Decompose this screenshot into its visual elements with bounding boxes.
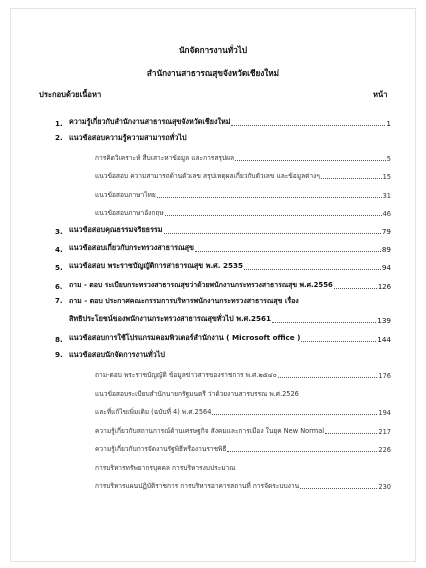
toc-text: ความรู้เกี่ยวกับสถานการณ์ด้านเศรษฐกิจ สังคมและการเมือง ในยุค New Normal bbox=[95, 427, 325, 435]
toc-leader bbox=[231, 125, 385, 126]
toc-subentry bbox=[95, 170, 391, 181]
toc-page: 31 bbox=[382, 192, 391, 200]
toc-leader bbox=[334, 288, 377, 289]
toc-text: แนวข้อสอบการใช้โปรแกรมคอมพิวเตอร์สำนักงาน ( Microsoft office ) bbox=[69, 333, 301, 342]
toc-subentry: แนวข้อสอบระเบียบสำนักนายกรัฐมนตรี ว่าด้วยงานสารบรรณ พ.ศ.2526 bbox=[95, 390, 299, 398]
toc-text: ความรู้เกี่ยวกับสำนักงานสาธารณสุขจังหวัดเชียงใหม่ bbox=[69, 117, 231, 126]
toc-text: แนวข้อสอบภาษาไทย bbox=[95, 191, 156, 199]
toc-leader bbox=[301, 341, 376, 342]
toc-page: 5 bbox=[386, 155, 391, 163]
toc-page: 94 bbox=[381, 263, 391, 272]
toc-subentry bbox=[95, 425, 391, 436]
toc-page: 194 bbox=[378, 409, 391, 417]
page-header: หน้า bbox=[373, 90, 388, 99]
toc-page: 15 bbox=[382, 173, 391, 181]
toc-page: 1 bbox=[386, 119, 391, 128]
toc-leader bbox=[235, 160, 386, 161]
toc-subentry bbox=[95, 189, 391, 200]
toc-entry bbox=[55, 133, 187, 144]
toc-text: แนวข้อสอบคุณธรรมจริยธรรม bbox=[69, 225, 163, 234]
toc-subentry bbox=[95, 369, 391, 380]
toc-subentry-continued bbox=[95, 480, 391, 491]
toc-subentry-continued bbox=[95, 406, 391, 417]
toc-text: แนวข้อสอบเกี่ยวกับกระทรวงสาธารณสุข bbox=[69, 243, 194, 252]
toc-text: สิทธิประโยชน์ของพนักงานกระทรวงสาธารณสุขทั่วไป พ.ศ.2561 bbox=[69, 314, 271, 323]
toc-text: ความรู้เกี่ยวกับการจัดงานรัฐพิธีหรืองานราชพิธี bbox=[95, 445, 227, 453]
toc-number: 1. bbox=[55, 119, 63, 128]
toc-page: 79 bbox=[381, 227, 391, 236]
toc-page: 89 bbox=[381, 245, 391, 254]
toc-text: แนวข้อสอบ พระราชบัญญัติการสาธารณสุข พ.ศ. 2535 bbox=[69, 261, 243, 270]
toc-subentry bbox=[95, 152, 391, 163]
toc-number: 2. bbox=[55, 133, 63, 142]
toc-leader bbox=[321, 178, 382, 179]
toc-page: 226 bbox=[378, 446, 391, 454]
toc-text: แนวข้อสอบความรู้ความสามารถทั่วไป bbox=[69, 133, 187, 142]
toc-leader bbox=[227, 451, 377, 452]
toc-entry bbox=[55, 261, 391, 272]
toc-number: 7. bbox=[55, 297, 63, 305]
toc-leader bbox=[195, 251, 381, 252]
toc-leader bbox=[272, 322, 376, 323]
toc-leader bbox=[165, 215, 382, 216]
toc-leader bbox=[325, 433, 377, 434]
toc-leader bbox=[300, 488, 377, 489]
toc-leader bbox=[212, 414, 377, 415]
toc-subentry bbox=[95, 443, 391, 454]
contents-header: ประกอบด้วยเนื้อหา bbox=[39, 90, 102, 99]
toc-page: 230 bbox=[378, 483, 391, 491]
toc-number: 6. bbox=[55, 283, 63, 291]
toc-entry bbox=[55, 225, 391, 236]
toc-number: 9. bbox=[55, 350, 63, 359]
document-title: นักจัดการงานทั่วไป bbox=[178, 45, 248, 55]
toc-leader bbox=[164, 233, 381, 234]
toc-text: แนวข้อสอบ ความสามารถด้านตัวเลข สรุปเหตุผลเกี่ยวกับตัวเลข และข้อมูลต่างๆ bbox=[95, 172, 320, 180]
toc-leader bbox=[157, 197, 382, 198]
toc-text: แนวข้อสอบภาษาอังกฤษ bbox=[95, 209, 164, 217]
toc-entry-continued bbox=[69, 314, 391, 325]
toc-page: 126 bbox=[377, 283, 391, 291]
toc-page: 46 bbox=[382, 210, 391, 218]
toc-number: 5. bbox=[55, 263, 63, 272]
toc-entry bbox=[55, 117, 391, 128]
toc-entry bbox=[55, 243, 391, 254]
toc-page: 144 bbox=[377, 335, 391, 344]
toc-page: 176 bbox=[378, 372, 391, 380]
toc-subentry bbox=[95, 207, 391, 218]
toc-text: แนวข้อสอบนักจัดการงานทั่วไป bbox=[69, 350, 165, 359]
document-subtitle: สำนักงานสาธารณสุขจังหวัดเชียงใหม่ bbox=[146, 68, 280, 78]
toc-number: 3. bbox=[55, 227, 63, 236]
toc-entry bbox=[55, 296, 299, 307]
toc-leader bbox=[278, 377, 378, 378]
toc-entry bbox=[55, 350, 165, 361]
toc-text: และที่แก้ไขเพิ่มเติม (ฉบับที่ 4) พ.ศ.2564 bbox=[95, 408, 212, 416]
toc-text: ถาม - ตอบ ระเบียบกระทรวงสาธารณสุขว่าด้วยพนักงานกระทรวงสาธารณสุข พ.ศ.2556 bbox=[69, 281, 333, 289]
toc-leader bbox=[244, 269, 381, 270]
toc-entry bbox=[55, 280, 391, 291]
toc-page: 217 bbox=[378, 428, 391, 436]
toc-entry bbox=[55, 333, 391, 344]
toc-text: ถาม-ตอบ พระราชบัญญัติ ข้อมูลข่าวสารของราชการ พ.ศ.๒๕๔๐ bbox=[95, 371, 277, 379]
toc-number: 8. bbox=[55, 335, 63, 344]
toc-subentry: การบริหารทรัพยากรบุคคล การบริหารงบประมาณ bbox=[95, 464, 236, 472]
toc-text: การคิดวิเคราะห์ สืบเสาะหาข้อมูล และการสรุปผล bbox=[95, 154, 234, 162]
toc-text: การบริหารแผนปฏิบัติราชการ การบริหารอาคารสถานที่ การจัดระบบงาน bbox=[95, 482, 300, 490]
toc-page: 139 bbox=[377, 316, 391, 325]
toc-number: 4. bbox=[55, 245, 63, 254]
toc-text: ถาม - ตอบ ประกาศคณะกรรมการบริหารพนักงานกระทรวงสาธารณสุข เรื่อง bbox=[69, 297, 299, 305]
